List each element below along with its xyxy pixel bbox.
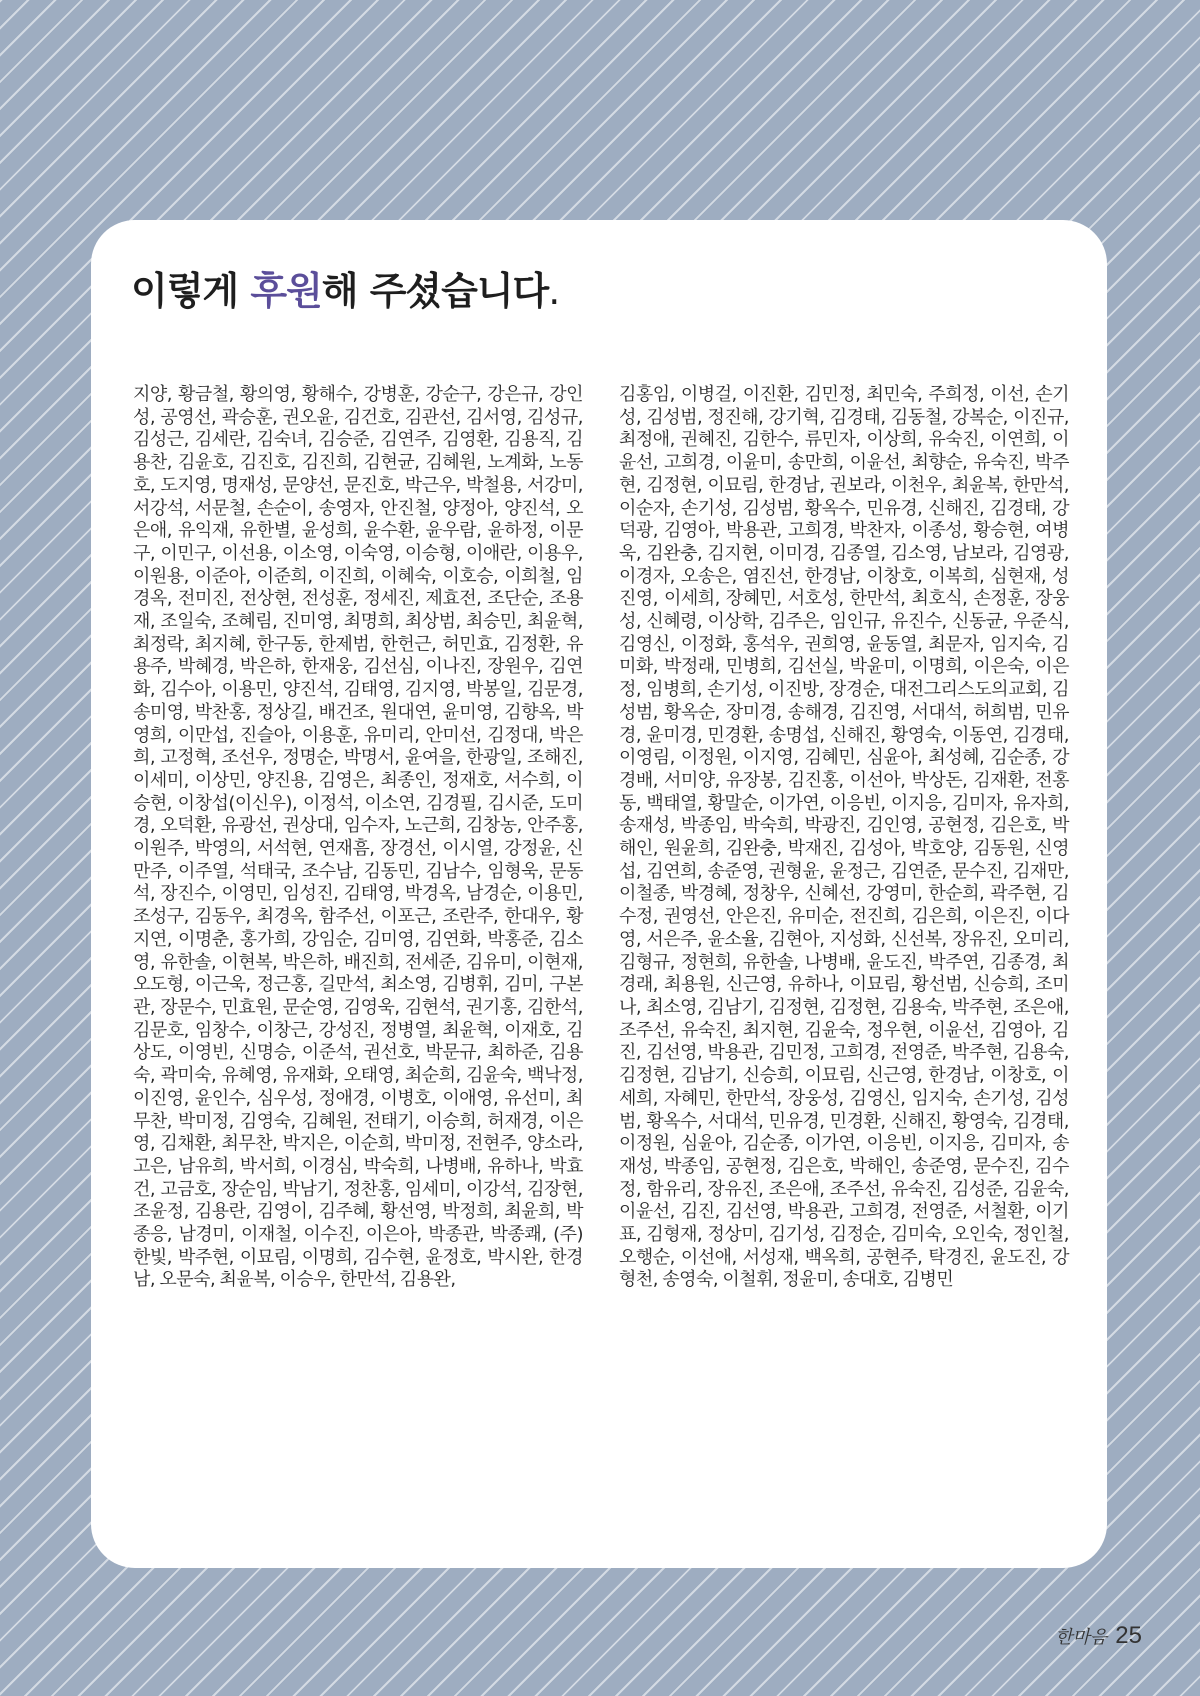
donor-list-right-column: 김홍임, 이병걸, 이진환, 김민정, 최민숙, 주희정, 이선, 손기성, 김성범, 정진해, 강기혁, 김경태, 김동철, 강복순, 이진규, 최정애, 권혜진, 김한수, 류민자, 이상희, 유숙진, 이연희, 이윤선, 고희경, 이윤미, 송만희, 이윤선, 최향순, 유숙진, 박주현, 김정현, 이묘림, 한경남, 권보라, 이천우, 최윤복, 한만석, 이순자, 손기성, 김성범, 황옥수, 민유경, 신해진, 김경태, 강덕광, 김영아, 박용관, 고희경, 박찬자, 이종성, 황승현, 여병욱, 김완충, 김지현, 이미경, 김종열, 김소영, 남보라, 김영광, 이경자, 오송은, 염진선, 한경남, 이창호, 이복희, 심현재, 성진영, 이세희, 장혜민, 서호성, 한만석, 최호식, 손정훈, 장웅성, 신혜령, 이상학, 김주은, 임인규, 유진수, 신동균, 우준식, 김영신, 이정화, 홍석우, 권희영, 윤동열, 최문자, 임지숙, 김미화, 박정래, 민병희, 김선실, 박윤미, 이명희, 이은숙, 이은정, 임병희, 손기성, 이진방, 장경순, 대전그리스도의교회, 김성범, 황옥순, 장미경, 송해경, 김진영, 서대석, 허희범, 민유경, 윤미경, 민경환, 송명섭, 신해진, 황영숙, 이동연, 김경태, 이영림, 이정원, 이지영, 김혜민, 심윤아, 최성혜, 김순종, 강경배, 서미양, 유장봉, 김진홍, 이선아, 박상돈, 김재환, 전홍동, 백태열, 황말순, 이가연, 이응빈, 이지응, 김미자, 유자희, 송재성, 박종임, 박숙희, 박광진, 김인영, 공현정, 김은호, 박해인, 원윤희, 김완충, 박재진, 김성아, 박호양, 김동원, 신영섭, 김연희, 송준영, 권형윤, 윤정근, 김연준, 문수진, 김재만,이철종, 박경혜, 정창우, 신혜선, 강영미, 한순희, 곽주현, 김수정, 권영선, 안은진, 유미순, 전진희, 김은희, 이은진, 이다영, 서은주, 윤소율, 김현아, 지성화, 신선복, 장유진, 오미리, 김형규, 정현희, 유한솔, 나병배, 윤도진, 박주연, 김종경, 최경래, 최용원, 신근영, 유하나, 이묘림, 황선범, 신승희, 조미나, 최소영, 김남기, 김정현, 김정현, 김용숙, 박주현, 조은애, 조주선, 유숙진, 최지현, 김윤숙, 정우현, 이윤선, 김영아, 김진, 김선영, 박용관, 김민정, 고희경, 전영준, 박주현, 김용숙, 김정현, 김남기, 신승희, 이묘림, 신근영, 한경남, 이창호, 이세희, 자혜민, 한만석, 장웅성, 김영신, 임지숙, 손기성, 김성범, 황옥수, 서대석, 민유경, 민경환, 신해진, 황영숙, 김경태, 이정원, 심윤아, 김순종, 이가연, 이응빈, 이지응, 김미자, 송재성, 박종임, 공현정, 김은호, 박해인, 송준영, 문수진, 김수정, 함유리, 장유진, 조은애, 조주선, 유숙진, 김성준, 김윤숙, 이윤선, 김진, 김선영, 박용관, 고희경, 전영준, 서철환, 이기표, 김형재, 정상미, 김기성, 김정순, 김미숙, 오인숙, 정인철, 오행순, 이선애, 서성재, 백옥희, 공현주, 탁경진, 윤도진, 강형천, 송영숙, 이철휘, 정윤미, 송대호, 김병민 — [619, 384, 1069, 1291]
page-footer — [1055, 1622, 1142, 1650]
page-number: 25 — [1115, 1622, 1142, 1649]
magazine-logo: 한마음 — [1055, 1627, 1108, 1648]
title-highlight: 후원 — [250, 269, 322, 313]
donor-list-left-column: 지양, 황금철, 황의영, 황해수, 강병훈, 강순구, 강은규, 강인성, 공영선, 곽승훈, 권오윤, 김건호, 김관선, 김서영, 김성규, 김성근, 김세란, 김숙녀, 김승준, 김연주, 김영환, 김용직, 김용찬, 김윤호, 김진호, 김진희, 김현균, 김혜원, 노계화, 노동호, 도지영, 명재성, 문양선, 문진호, 박근우, 박철용, 서강미, 서강석, 서문철, 손순이, 송영자, 안진철, 양정아, 양진석, 오은애, 유익재, 유한별, 윤성희, 윤수환, 윤우람, 윤하정, 이문구, 이민구, 이선용, 이소영, 이숙영, 이승형, 이애란, 이용우, 이원용, 이준아, 이준희, 이진희, 이혜숙, 이호승, 이희철, 임경옥, 전미진, 전상현, 전성훈, 정세진, 제효전, 조단순, 조용재, 조일숙, 조혜림, 진미영, 최명희, 최상범, 최승민, 최윤혁, 최정락, 최지혜, 한구동, 한제범, 한헌근, 허민효, 김정환, 유용주, 박혜경, 박은하, 한재웅, 김선심, 이나진, 장원우, 김연화, 김수아, 이용민, 양진석, 김태영, 김지영, 박봉일, 김문경, 송미영, 박찬홍, 정상길, 배건조, 원대연, 윤미영, 김향옥, 박영희, 이만섭, 진슬아, 이용훈, 유미리, 안미선, 김정대, 박은희, 고정혁, 조선우, 정명순, 박명서, 윤여을, 한광일, 조해진, 이세미, 이상민, 양진용, 김영은, 최종인, 정재호, 서수희, 이승현, 이창섭(이신우), 이정석, 이소연, 김경필, 김시준, 도미경, 오덕환, 유광선, 권상대, 임수자, 노근희, 김창농, 안주홍, 이원주, 박영의, 서석현, 연재흠, 장경선, 이시열, 강정윤, 신만주, 이주열, 석태국, 조수남, 김동민, 김남수, 임형욱, 문동석, 장진수, 이영민, 임성진, 김태영, 박경옥, 남경순, 이용민, 조성구, 김동우, 최경옥, 함주선, 이포근, 조란주, 한대우, 황지연, 이명춘, 홍가희, 강임순, 김미영, 김연화, 박홍준, 김소영, 유한솔, 이현복, 박은하, 배진희, 전세준, 김유미, 이현재, 오도형, 이근욱, 정근홍, 길만석, 최소영, 김병휘, 김미, 구본관, 장문수, 민효원, 문순영, 김영욱, 김현석, 권기홍, 김한석, 김문호, 임창수, 이창근, 강성진, 정병열, 최윤혁, 이재호, 김상도, 이영빈, 신명승, 이준석, 권선호, 박문규, 최하준, 김용숙, 곽미숙, 유혜영, 유재화, 오태영, 최순희, 김윤숙, 백낙정, 이진영, 윤인수, 심우성, 정애경, 이병호, 이애영, 유선미, 최무찬, 박미정, 김영숙, 김혜원, 전태기, 이승희, 허재경, 이은영, 김채환, 최무찬, 박지은, 이순희, 박미정, 전현주, 양소라, 고은, 남유희, 박서희, 이경심, 박숙희, 나병배, 유하나, 박효건, 고금호, 장순임, 박남기, 정찬홍, 임세미, 이강석, 김장현, 조윤정, 김용란, 김영이, 김주혜, 황선영, 박정희, 최윤희, 박종응, 남경미, 이재철, 이수진, 이은아, 박종관, 박종쾌, (주)한빛, 박주현, 이묘림, 이명희, 김수현, 윤정호, 박시완, 한경남, 오문숙, 최윤복, 이승우, 한만석, 김용완, — [133, 384, 583, 1291]
title-prefix: 이렇게 — [131, 269, 251, 313]
donor-list-card — [91, 220, 1107, 1568]
page-title — [131, 260, 559, 315]
title-suffix: 해 주셨습니다 — [321, 269, 549, 313]
title-period: . — [548, 269, 560, 313]
